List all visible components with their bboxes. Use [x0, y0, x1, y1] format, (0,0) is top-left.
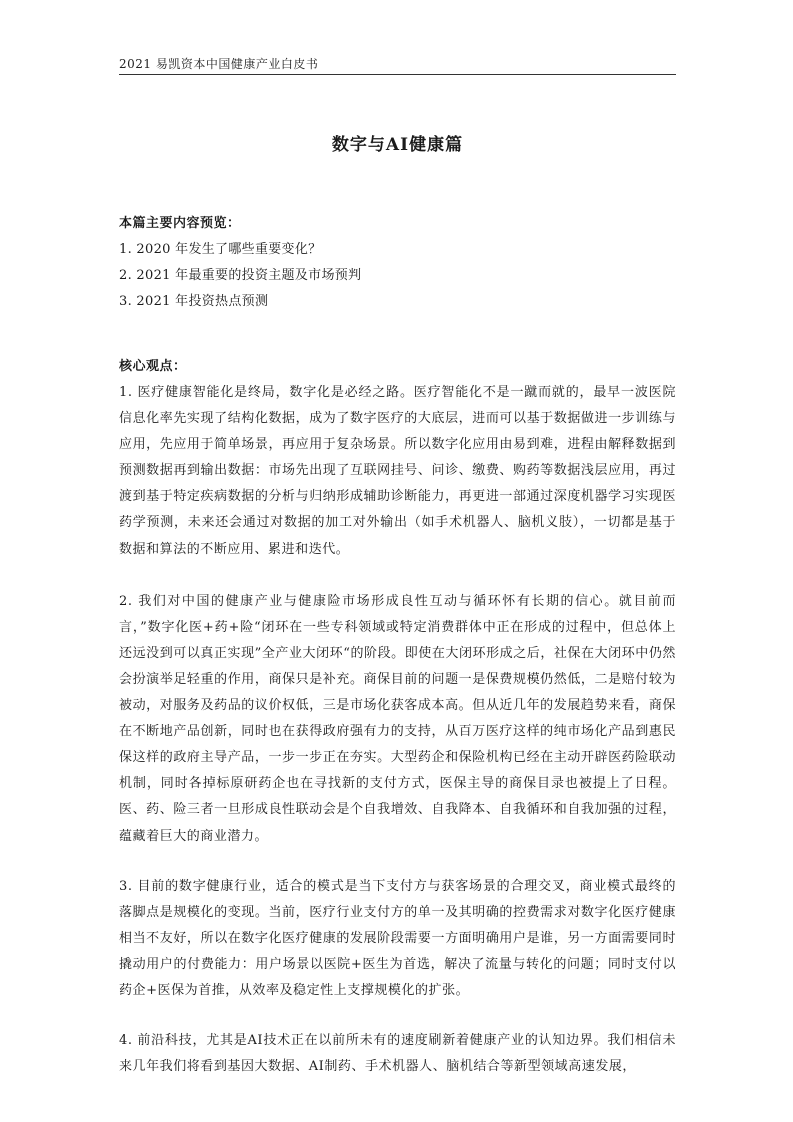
- core-paragraph-3: 3. 目前的数字健康行业，适合的模式是当下支付方与获客场景的合理交叉，商业模式最终的落脚点是规模化的变现。当前，医疗行业支付方的单一及其明确的控费需求对数字化医疗健康相当不友好，所以在数字化医疗健康的发展阶段需要一方面明确用户是谁，另一方面需要同时撬动用户的付费能力：用户场景以医院+医生为首选，解决了流量与转化的问题；同时支付以药企+医保为首推，从效率及稳定性上支撑规模化的扩张。: [119, 878, 676, 998]
- header-divider: [119, 74, 676, 75]
- core-views-section: [119, 355, 676, 1080]
- core-paragraph-4: 4. 前沿科技，尤其是AI技术正在以前所未有的速度刷新着健康产业的认知边界。我们相信未来几年我们将看到基因大数据、AI制药、手术机器人、脑机结合等新型领域高速发展，: [119, 1033, 676, 1075]
- preview-item: 3. 2021 年投资热点预测: [119, 294, 269, 309]
- running-header: 2021 易凯资本中国健康产业白皮书: [119, 57, 319, 71]
- preview-item: 2. 2021 年最重要的投资主题及市场预判: [119, 268, 362, 283]
- core-paragraph-2: 2. 我们对中国的健康产业与健康险市场形成良性互动与循环怀有长期的信心。就目前而言，”数字化医+药+险“闭环在一些专科领域或特定消费群体中正在形成的过程中，但总体上还远没到可以真正实现”全产业大闭环“的阶段。即使在大闭环形成之后，社保在大闭环中仍然会扮演举足轻重的作用，商保只是补充。商保目前的问题一是保费规模仍然低，二是赔付较为被动，对服务及药品的议价权低，三是市场化获客成本高。但从近几年的发展趋势来看，商保在不断地产品创新，同时也在获得政府强有力的支持，从百万医疗这样的纯市场化产品到惠民保这样的政府主导产品，一步一步正在夯实。大型药企和保险机构已经在主动开辟医药险联动机制，同时各掉标原研药企也在寻找新的支付方式，医保主导的商保目录也被提上了日程。医、药、险三者一旦形成良性联动会是个自我增效、自我降本、自我循环和自我加强的过程，蕴藏着巨大的商业潜力。: [119, 593, 676, 844]
- preview-item: 1. 2020 年发生了哪些重要变化？: [119, 242, 322, 257]
- core-paragraph-1: 1. 医疗健康智能化是终局，数字化是必经之路。医疗智能化不是一蹴而就的，最早一波医院信息化率先实现了结构化数据，成为了数字医疗的大底层，进而可以基于数据做进一步训练与应用，先应用于简单场景，再应用于复杂场景。所以数字化应用由易到难，进程由解释数据到预测数据再到输出数据：市场先出现了互联网挂号、问诊、缴费、购药等数据浅层应用，再过渡到基于特定疾病数据的分析与归纳形成辅助诊断能力，再更进一部通过深度机器学习实现医药学预测，未来还会通过对数据的加工对外输出（如手术机器人、脑机义肢），一切都是基于数据和算法的不断应用、累进和迭代。: [119, 385, 676, 557]
- core-views-heading: 核心观点：: [119, 359, 187, 374]
- page-title: 数字与AI健康篇: [331, 135, 464, 155]
- preview-section: [119, 212, 676, 315]
- preview-heading: 本篇主要内容预览：: [119, 216, 241, 231]
